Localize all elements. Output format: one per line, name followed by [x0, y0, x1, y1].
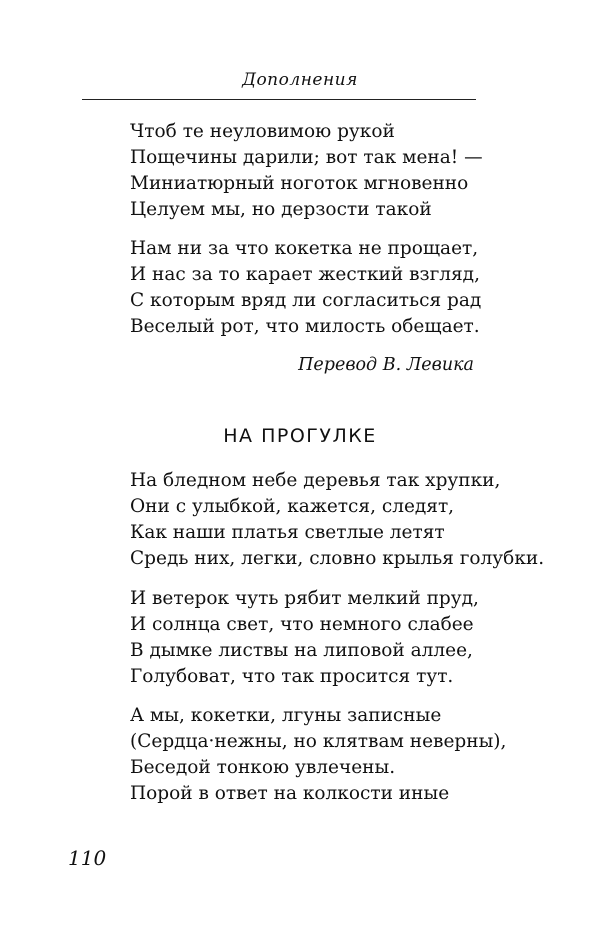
verse-line: На бледном небе деревья так хрупки, — [130, 470, 501, 491]
verse-line: Чтоб те неуловимою рукой — [130, 121, 395, 142]
verse-line: Как наши платья светлые летят — [130, 522, 445, 543]
poem1-stanza-2 — [130, 236, 510, 340]
page-number: 110 — [68, 846, 107, 870]
verse-line: В дымке листвы на липовой аллее, — [130, 640, 473, 661]
verse-line: Средь них, легки, словно крылья голубки. — [130, 548, 545, 569]
verse-line: Голубоват, что так просится тут. — [130, 666, 454, 687]
verse-line: (Сердца·нежны, но клятвам неверны), — [130, 731, 507, 752]
verse-line: Порой в ответ на колкости иные — [130, 783, 450, 804]
verse-line: Целуем мы, но дерзости такой — [130, 199, 432, 220]
verse-line: Они с улыбкой, кажется, следят, — [130, 496, 455, 517]
verse-line: Беседой тонкою увлечены. — [130, 757, 396, 778]
poem2-stanza-3 — [130, 703, 510, 807]
verse-line: И солнца свет, что немного слабее — [130, 614, 474, 635]
verse-line: И ветерок чуть рябит мелкий пруд, — [130, 588, 479, 609]
poem-title: НА ПРОГУЛКЕ — [223, 425, 377, 447]
translator-credit: Перевод В. Левика — [298, 355, 474, 375]
poem1-stanza-1 — [130, 119, 510, 223]
verse-line: С которым вряд ли согласиться рад — [130, 290, 482, 311]
verse-line: Миниатюрный ноготок мгновенно — [130, 173, 469, 194]
verse-line: Веселый рот, что милость обещает. — [130, 316, 480, 337]
poem2-stanza-1 — [130, 468, 545, 572]
verse-line: Пощечины дарили; вот так мена! — — [130, 147, 483, 168]
running-head: Дополнения — [242, 70, 358, 90]
verse-line: А мы, кокетки, лгуны записные — [130, 705, 442, 726]
poem2-stanza-2 — [130, 586, 510, 690]
header-rule — [82, 99, 476, 100]
verse-line: И нас за то карает жесткий взгляд, — [130, 264, 480, 285]
verse-line: Нам ни за что кокетка не прощает, — [130, 238, 479, 259]
